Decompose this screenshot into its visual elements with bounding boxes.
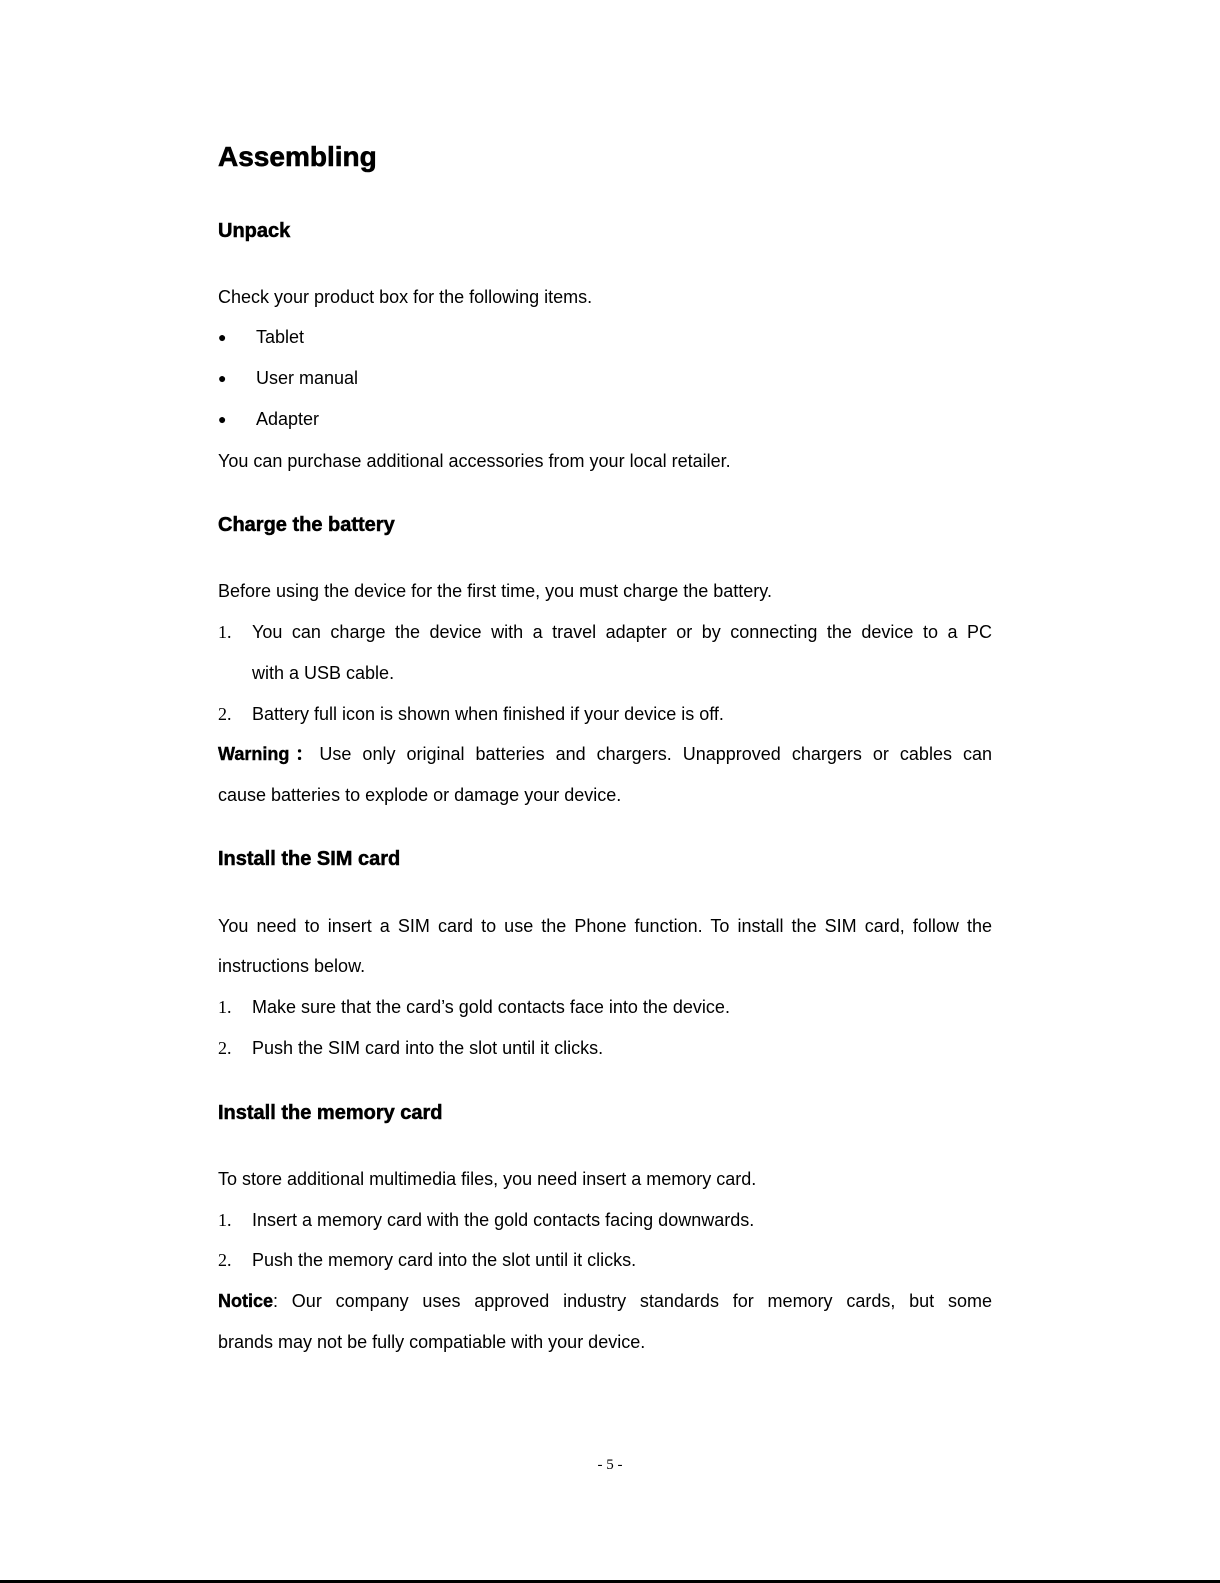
step-2 [218,703,724,725]
warning-label: Warning： [218,744,320,764]
warning-text: Use only original batteries and chargers. Unapproved chargers or cables can [319,744,992,764]
step-number: 2. [218,1250,232,1270]
paragraph: Check your product box for the following items. [218,287,593,307]
step-1-continued: with a USB cable. [252,663,395,683]
step-text: Insert a memory card with the gold contacts facing downwards. [252,1210,755,1230]
step-text: Push the memory card into the slot until it clicks. [252,1250,637,1270]
warning [218,743,992,765]
step-number: 2. [218,1038,232,1058]
step-1 [218,621,992,643]
paragraph: To store additional multimedia files, you need insert a memory card. [218,1169,757,1189]
paragraph-continued: instructions below. [218,956,366,976]
warning-continued: cause batteries to explode or damage your device. [218,785,622,805]
paragraph: Before using the device for the first time, you must charge the battery. [218,581,772,601]
notice-text: : Our company uses approved industry standards for memory cards, but some [273,1291,992,1311]
step-number: 1. [218,997,232,1017]
paragraph: You can purchase additional accessories from your local retailer. [218,451,731,471]
list-item [218,367,358,389]
section-heading-memory: Install the memory card [218,1102,443,1124]
list-item [218,326,304,348]
step-1 [218,1209,754,1231]
step-text: You can charge the device with a travel adapter or by connecting the device to a PC [252,622,992,642]
step-2 [218,1249,636,1271]
step-number: 1. [218,622,232,642]
step-text: Push the SIM card into the slot until it clicks. [252,1038,604,1058]
page-number: - 5 - [597,1457,623,1473]
section-heading-unpack: Unpack [218,220,291,242]
notice-label: Notice [218,1291,274,1311]
section-heading-sim: Install the SIM card [218,848,401,870]
bullet-icon: ● [218,411,227,427]
section-heading-charge: Charge the battery [218,514,395,536]
step-2 [218,1037,603,1059]
notice-continued: brands may not be fully compatiable with your device. [218,1332,646,1352]
step-text: Battery full icon is shown when finished if your device is off. [252,704,724,724]
step-number: 1. [218,1210,232,1230]
list-item-text: Tablet [256,327,305,347]
step-1 [218,996,730,1018]
bullet-icon: ● [218,370,227,386]
list-item-text: Adapter [256,409,320,429]
page-title: Assembling [218,141,377,172]
notice [218,1290,992,1312]
step-number: 2. [218,704,232,724]
list-item [218,408,319,430]
step-text: Make sure that the card’s gold contacts face into the device. [252,997,730,1017]
list-item-text: User manual [256,368,359,388]
paragraph: You need to insert a SIM card to use the Phone function. To install the SIM card, follow the [218,916,992,936]
bullet-icon: ● [218,329,227,345]
